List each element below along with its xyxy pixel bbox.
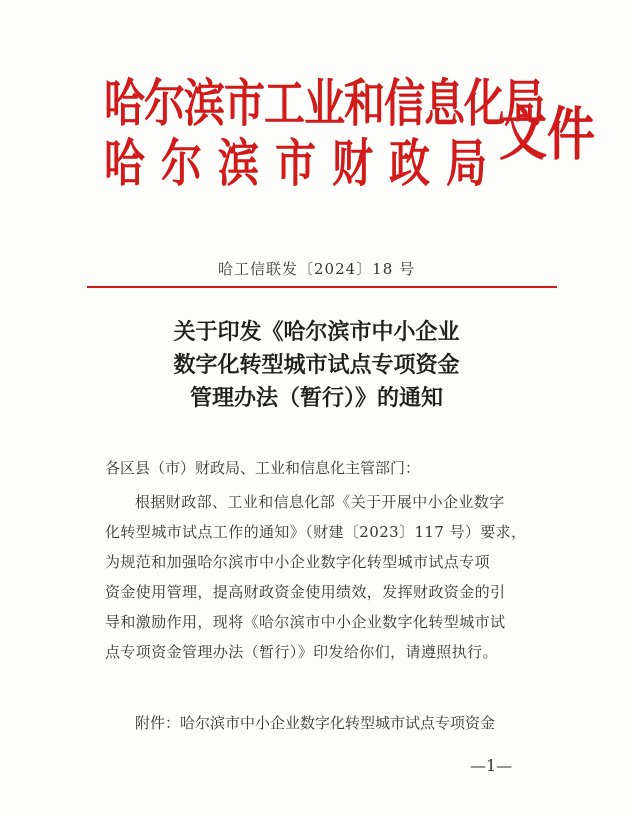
issuing-authority-header bbox=[104, 62, 604, 194]
issuer-industry-bureau: 哈尔滨市工业和信息化局 bbox=[104, 73, 544, 134]
body-line: 资金使用管理，提高财政资金使用绩效，发挥财政资金的引 bbox=[105, 583, 506, 601]
document-number: 哈工信联发〔2024〕18 号 bbox=[217, 260, 416, 278]
body-line: 点专项资金管理办法（暂行）》印发给你们，请遵照执行。 bbox=[105, 643, 498, 661]
attachment-line: 附件：哈尔滨市中小企业数字化转型城市试点专项资金 bbox=[135, 714, 496, 732]
body-line: 导和激励作用，现将《哈尔滨市中小企业数字化转型城市试 bbox=[105, 613, 506, 631]
recipient-line: 各区县（市）财政局、工业和信息化主管部门： bbox=[105, 459, 421, 477]
document-title bbox=[0, 316, 633, 415]
body-paragraph bbox=[105, 487, 563, 667]
body-line: 为规范和加强哈尔滨市中小企业数字化转型城市试点专项 bbox=[105, 553, 491, 571]
issuer-finance-bureau: 哈尔滨市财政局 bbox=[104, 133, 503, 194]
document-type-label: 文件 bbox=[499, 101, 596, 169]
title-line-1: 关于印发《哈尔滨市中小企业 bbox=[173, 319, 460, 345]
body-line: 根据财政部、工业和信息化部《关于开展中小企业数字 bbox=[135, 493, 505, 511]
title-line-2: 数字化转型城市试点专项资金 bbox=[173, 352, 460, 378]
page-number: —1— bbox=[470, 756, 513, 775]
title-line-3: 管理办法（暂行）》的通知 bbox=[189, 385, 443, 411]
red-divider bbox=[87, 286, 557, 288]
body-line: 化转型城市试点工作的通知》（财建〔2023〕117 号）要求， bbox=[105, 523, 527, 541]
